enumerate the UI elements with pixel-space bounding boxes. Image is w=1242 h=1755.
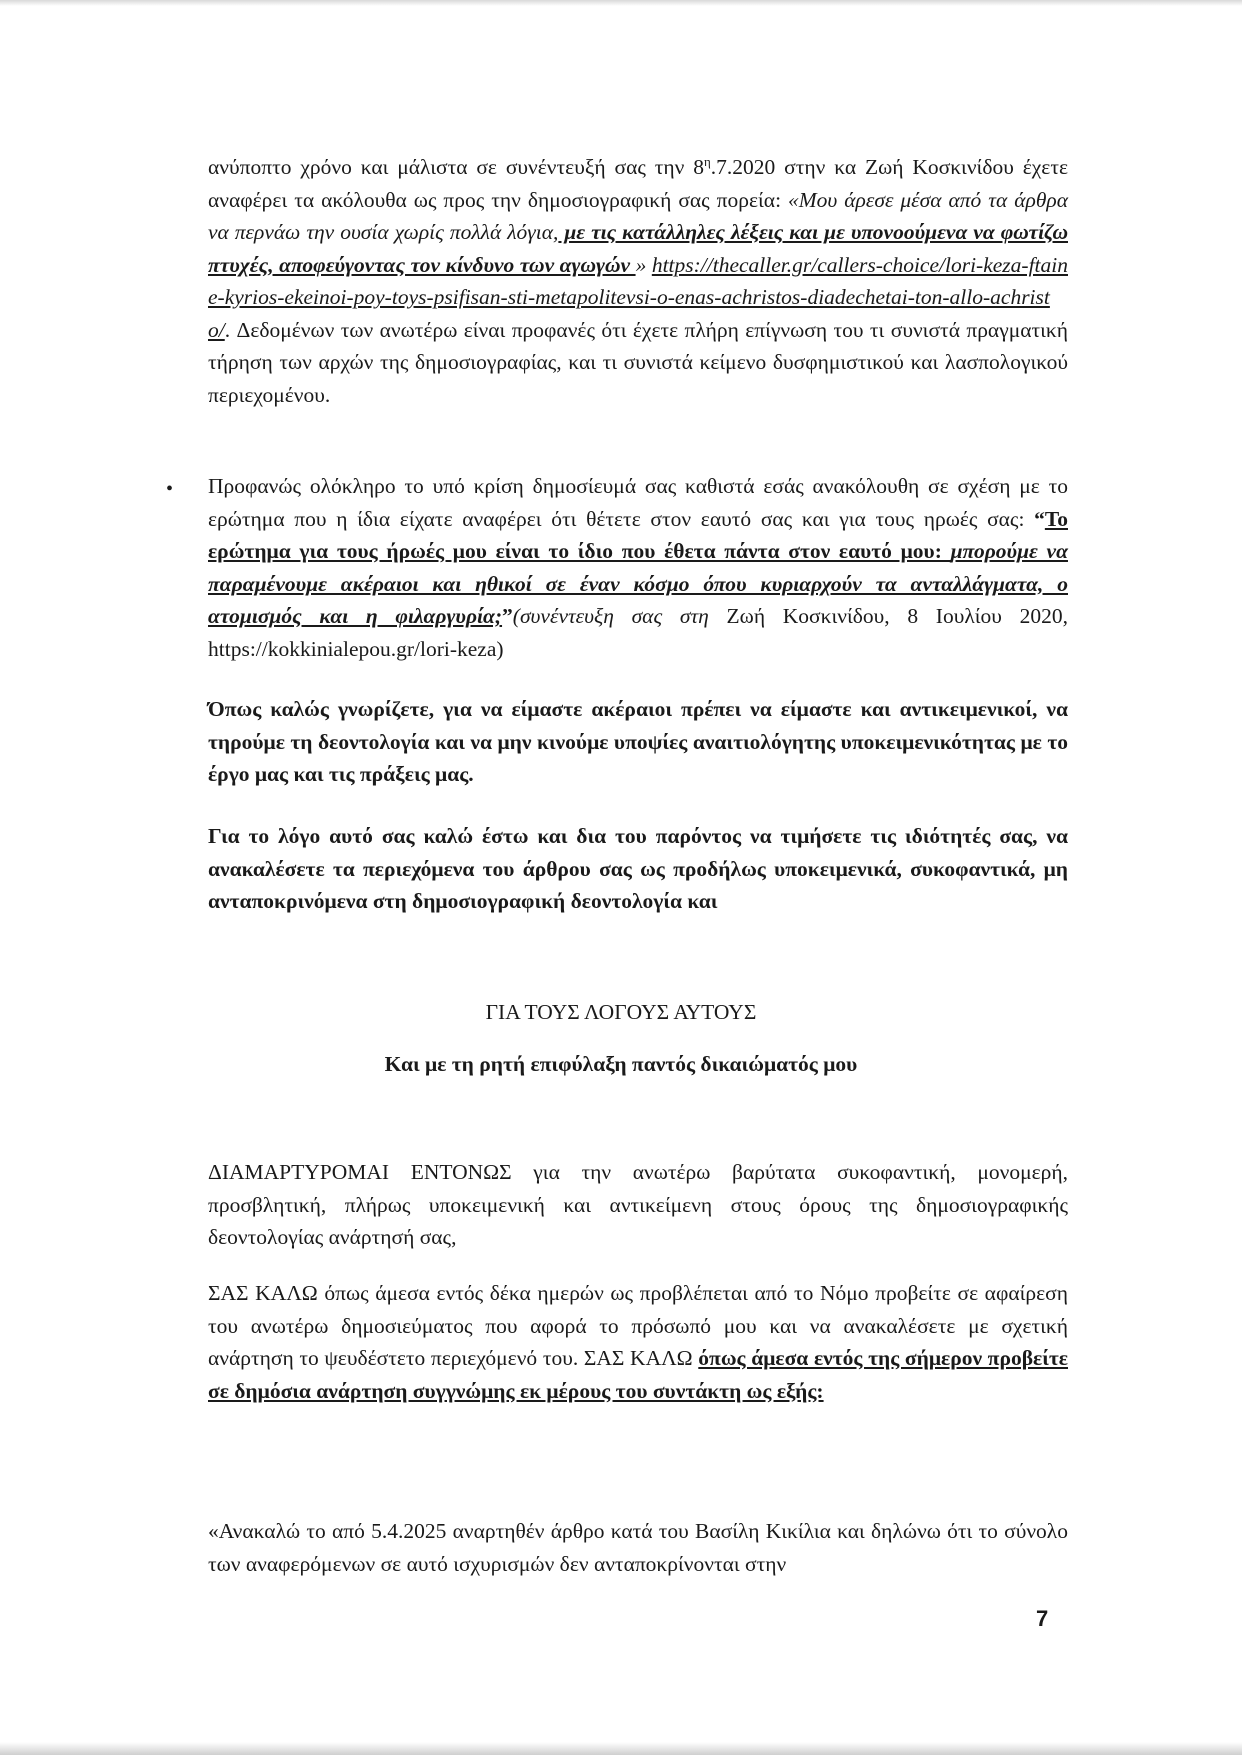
paragraph-retraction: «Ανακαλώ το από 5.4.2025 αναρτηθέν άρθρο κατά του Βασίλη Κικίλια και δηλώνω ότι το σύνολο των αναφερόμενων σε αυτό ισχυρισμών δεν ανταποκρίνονται στην: [208, 1519, 1068, 1576]
text: Προφανώς ολόκληρο το υπό κρίση δημοσίευμά σας καθιστά εσάς ανακόλουθη σε σχέση με το ερώτημα που η ίδια είχατε αναφέρει ότι θέτετε στον εαυτό σας και για τους ηρωές σας:: [208, 474, 1068, 531]
citation-italic: (συνέντευξη σας στη: [512, 604, 727, 628]
quote-emphasis: Το ερώτημα για τους ήρωές μου είναι το ίδιο που έθετα πάντα στον εαυτό μου:: [208, 506, 1068, 563]
bullet-point: •: [166, 478, 174, 500]
section-heading: ΓΙΑ ΤΟΥΣ ΛΟΓΟΥΣ ΑΥΤΟΥΣ: [485, 1000, 757, 1024]
paragraph-integrity: Όπως καλώς γνωρίζετε, για να είμαστε ακέραιοι πρέπει να είμαστε και αντικειμενικοί, να τηρούμε τη δεοντολογία και να μην κινούμε υποψίες αναιτιολόγητης υποκειμενικότητας με το έργο μας και τις πράξεις μας.: [208, 697, 1068, 786]
article-link[interactable]: https://thecaller.gr/callers-choice/lori-keza-ftaine-kyrios-ekeinoi-poy-toys-psifisan-sti-metapolitevsi-o-enas-achristos-diadechetai-ton-allo-achristo/: [208, 252, 1068, 342]
scan-edge-top: [0, 0, 1242, 6]
quote-emphasis: με τις κατάλληλες λέξεις και με υπονοούμενα να φωτίζω πτυχές, αποφεύγοντας τον κίνδυνο των αγωγών: [208, 220, 1068, 277]
text: .7.2020 στην κα Ζωή Κοσκινίδου έχετε αναφέρει τα ακόλουθα ως προς την δημοσιογραφική σας πορεία:: [208, 155, 1068, 212]
quote-close: »: [635, 252, 647, 277]
text: ανύποπτο χρόνο και μάλιστα σε συνέντευξή σας την 8: [208, 155, 704, 180]
superscript: η: [703, 154, 711, 169]
quote-open: “: [1034, 506, 1045, 531]
paragraph-interview-quote: [208, 146, 1068, 411]
demand-emphasis: όπως άμεσα εντός της σήμερον προβείτε σε δημόσια ανάρτηση συγγνώμης εκ μέρους του συντάκτη ως εξής:: [208, 1346, 1068, 1403]
page-number: 7: [1036, 1606, 1049, 1631]
text: . Δεδομένων των ανωτέρω είναι προφανές ότι έχετε πλήρη επίγνωση του τι συνιστά πραγματική τήρηση των αρχών της δημοσιογραφίας, και τι συνιστά κείμενο δυσφημιστικού και λασπολογικού περιεχομένου.: [208, 317, 1068, 407]
section-subheading: Και με τη ρητή επιφύλαξη παντός δικαιώματός μου: [384, 1052, 858, 1076]
paragraph-request: Για το λόγο αυτό σας καλώ έστω και δια του παρόντος να τιμήσετε τις ιδιότητές σας, να ανακαλέσετε τα περιεχόμενα του άρθρου σας ως προδήλως υποκειμενικά, συκοφαντικά, μη ανταποκρινόμενα στη δημοσιογραφική δεοντολογία και: [208, 824, 1068, 913]
scan-edge-bottom: [0, 1742, 1242, 1755]
paragraph-protest: ΔΙΑΜΑΡΤΥΡΟΜΑΙ ΕΝΤΟΝΩΣ για την ανωτέρω βαρύτατα συκοφαντική, μονομερή, προσβλητική, πλήρως υποκειμενική και αντικείμενη στους όρους της δημοσιογραφικής δεοντολογίας ανάρτησή σας,: [208, 1160, 1068, 1249]
paragraph-heroes-question: [208, 470, 1068, 665]
text: ΣΑΣ ΚΑΛΩ όπως άμεσα εντός δέκα ημερών ως προβλέπεται από το Νόμο προβείτε σε αφαίρεση του ανωτέρω δημοσιεύματος που αφορά το πρόσωπό μου και να ανακαλέσετε με σχετική ανάρτηση το ψευδέστετο περιεχόμενό του. ΣΑΣ ΚΑΛΩ: [208, 1281, 1068, 1370]
citation: Ζωή Κοσκινίδου, 8 Ιουλίου 2020, https://kokkinialepou.gr/lori-keza): [208, 604, 1068, 661]
quote-emphasis-italic: μπορούμε να παραμένουμε ακέραιοι και ηθικοί σε έναν κόσμο όπου κυριαρχούν τα ανταλλάγματα, ο ατομισμός και η φιλαργυρία;: [208, 539, 1068, 628]
quote-close: ”: [502, 604, 513, 628]
paragraph-demand: [208, 1277, 1068, 1407]
quote-italic: «Μου άρεσε μέσα από τα άρθρα να περνάω την ουσία χωρίς πολλά λόγια,: [208, 187, 1068, 245]
